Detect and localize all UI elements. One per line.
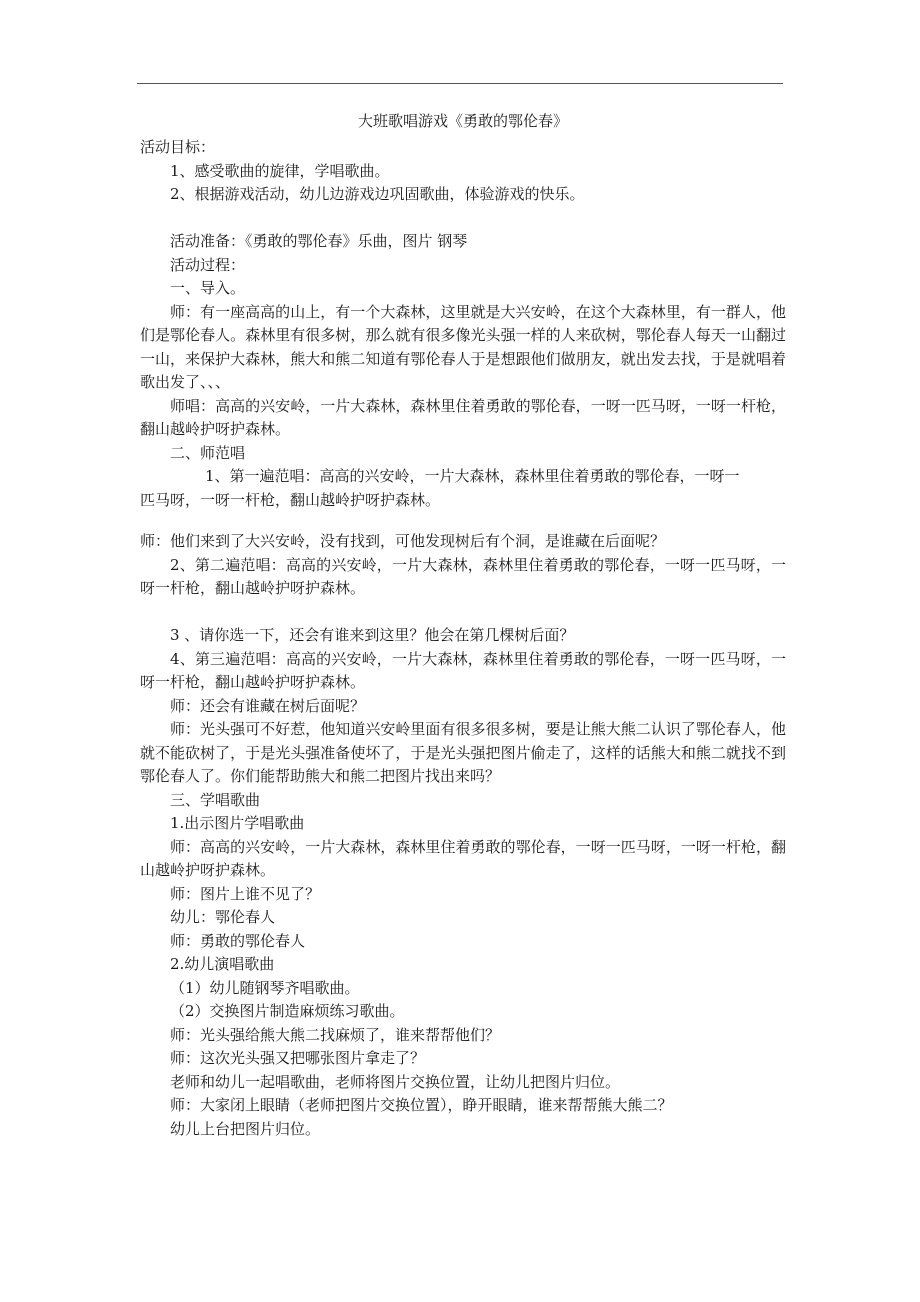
- section-3-answer-2: 师：勇敢的鄂伦春人: [170, 931, 306, 950]
- section-3-song: 师：高高的兴安岭，一片大森林，森林里住着勇敢的鄂伦春，一呀一匹马呀，一呀一杆枪，翻山越岭护呀护森林。: [140, 837, 786, 879]
- header-rule: [137, 83, 783, 84]
- process-heading: 活动过程：: [170, 255, 246, 274]
- section-3-heading: 三、学唱歌曲: [170, 790, 261, 809]
- section-3-answer-1: 幼儿：鄂伦春人: [170, 908, 276, 926]
- section-2-item-1-line-2: 匹马呀，一呀一杆枪，翻山越岭护呀护森林。: [140, 490, 441, 509]
- section-1-song: 师唱：高高的兴安岭，一片大森林，森林里住着勇敢的鄂伦春，一呀一匹马呀，一呀一杆枪，翻山越岭护呀护森林。: [140, 396, 786, 438]
- goal-item-1: 1、感受歌曲的旋律，学唱歌曲。: [170, 161, 390, 180]
- section-3-item-1: 1.出示图片学唱歌曲: [170, 814, 305, 832]
- section-3-question-1: 师：图片上谁不见了？: [170, 884, 321, 903]
- section-2-item-3: 3 、请你选一下，还会有谁来到这里？他会在第几棵树后面？: [170, 626, 575, 644]
- section-2-heading: 二、师范唱: [170, 443, 246, 462]
- section-3-question-2: 师：光头强给熊大熊二找麻烦了，谁来帮帮他们？: [170, 1025, 501, 1044]
- section-2-item-1-line-1: 1、第一遍范唱：高高的兴安岭，一片大森林，森林里住着勇敢的鄂伦春，一呀一: [205, 467, 740, 485]
- section-1-paragraph: 师：有一座高高的山上，有一个大森林，这里就是大兴安岭，在这个大森林里，有一群人，他们是鄂伦春人。森林里有很多树，那么就有很多像光头强一样的人来砍树，鄂伦春人每天一山翻过一山，来保护大森林，熊大和熊二知道有鄂伦春人于是想跟他们做朋友，就出发去找，于是就唱着歌出发了、、、: [140, 302, 786, 391]
- section-3-question-3: 师：这次光头强又把哪张图片拿走了？: [170, 1049, 426, 1067]
- section-2-question-1: 师：他们来到了大兴安岭，没有找到，可他发现树后有个洞，是谁藏在后面呢？: [140, 532, 666, 550]
- document-title: 大班歌唱游戏《勇敢的鄂伦春》: [357, 112, 568, 130]
- section-3-step-2: （2）交换图片制造麻烦练习歌曲。: [170, 1002, 405, 1020]
- section-3-item-2: 2.幼儿演唱歌曲: [170, 955, 275, 973]
- section-2-question-2: 师：还会有谁藏在树后面呢？: [170, 696, 366, 715]
- section-3-question-4: 师：大家闭上眼睛（老师把图片交换位置），睁开眼睛，谁来帮帮熊大熊二？: [170, 1096, 673, 1114]
- section-1-heading: 一、导入。: [170, 279, 246, 297]
- section-2-paragraph: 师：光头强可不好惹，他知道兴安岭里面有很多很多树，要是让熊大熊二认识了鄂伦春人，他就不能砍树了，于是光头强准备使坏了，于是光头强把图片偷走了，这样的话熊大和熊二就找不到鄂伦春人了。你们能帮助熊大和熊二把图片找出来吗？: [140, 720, 786, 785]
- goal-item-2: 2、根据游戏活动，幼儿边游戏边巩固歌曲，体验游戏的快乐。: [170, 185, 585, 203]
- section-3-ending: 幼儿上台把图片归位。: [170, 1119, 321, 1138]
- goal-heading: 活动目标：: [140, 138, 216, 156]
- preparation-line: 活动准备：《勇敢的鄂伦春》乐曲，图片 钢琴: [170, 232, 468, 250]
- section-3-step-1: （1）幼儿随钢琴齐唱歌曲。: [170, 978, 360, 997]
- document-body: [140, 107, 786, 1141]
- section-2-item-2: 2、第二遍范唱：高高的兴安岭，一片大森林，森林里住着勇敢的鄂伦春，一呀一匹马呀，一呀一杆枪，翻山越岭护呀护森林。: [140, 555, 786, 597]
- section-3-teacher-note: 老师和幼儿一起唱歌曲，老师将图片交换位置，让幼儿把图片归位。: [170, 1072, 621, 1091]
- section-2-item-4: 4、第三遍范唱：高高的兴安岭，一片大森林，森林里住着勇敢的鄂伦春，一呀一匹马呀，一呀一杆枪，翻山越岭护呀护森林。: [140, 649, 786, 691]
